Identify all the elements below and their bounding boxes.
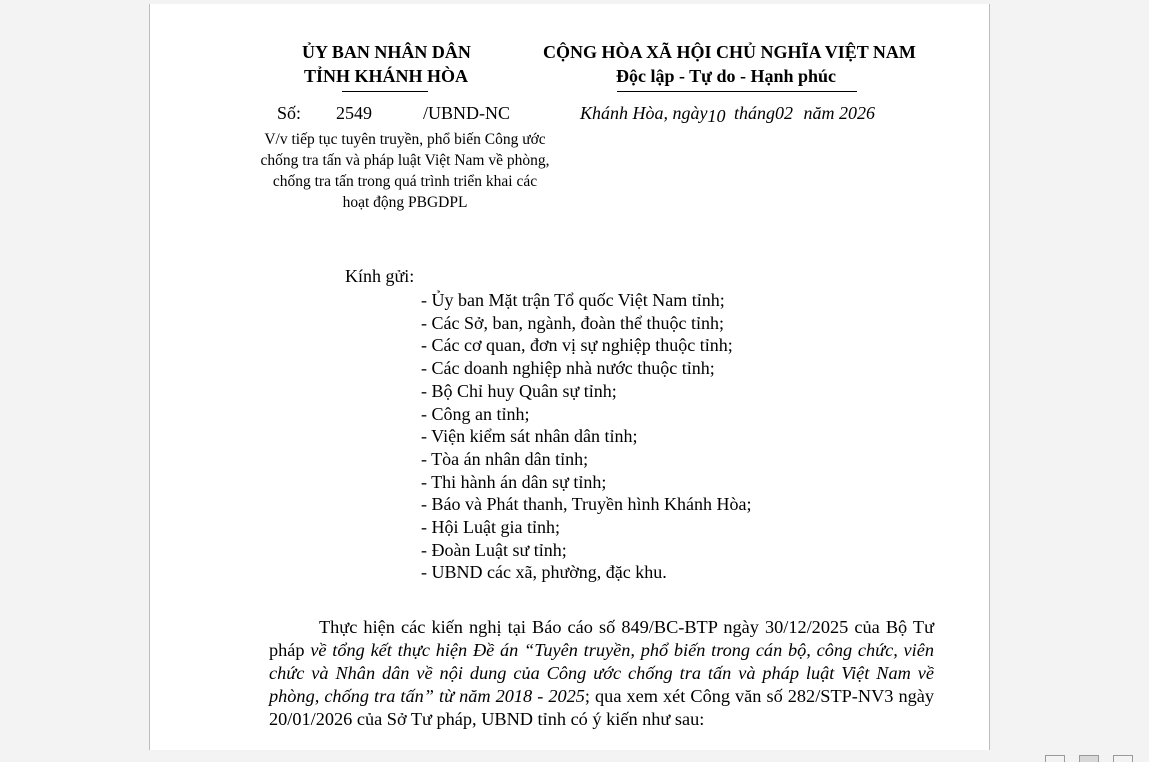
recipient-item: - Đoàn Luật sư tỉnh;: [421, 539, 567, 560]
nation-motto: Độc lập - Tự do - Hạnh phúc: [616, 66, 837, 86]
recipient-item: - Ủy ban Mặt trận Tổ quốc Việt Nam tỉnh;: [421, 290, 725, 310]
recipient-item: - Hội Luật gia tỉnh;: [421, 517, 560, 538]
recipients-label: Kính gửi:: [345, 266, 415, 286]
body-text-italic: về tổng kết thực hiện Đề án “Tuyên truyền, phổ biến trong cán bộ, công chức, viên chức và Nhân dân về nội dung của Công ước chống tra tấn và pháp luật Việt Nam về phòng, chống tra tấn” từ năm 2018 - 2025: [269, 640, 935, 706]
doc-number-suffix: /UBND-NC: [423, 103, 511, 123]
date-place: Khánh Hòa, ngày: [580, 103, 708, 123]
view-single-page-button[interactable]: [1045, 755, 1065, 762]
subject-summary: V/v tiếp tục tuyên truyền, phổ biến Công ước chống tra tấn và pháp luật Việt Nam về phòng, chống tra tấn trong quá trình triển khai các hoạt động PBGDPL: [260, 131, 550, 211]
nation-title: CỘNG HÒA XÃ HỘI CHỦ NGHĨA VIỆT NAM: [543, 42, 916, 62]
date-month-label: tháng: [734, 103, 776, 123]
recipient-item: - Báo và Phát thanh, Truyền hình Khánh Hòa;: [421, 494, 752, 515]
status-bar: [0, 750, 1149, 762]
date-year: năm 2026: [803, 103, 876, 123]
motto-underline: [617, 91, 857, 92]
date-month: 02: [775, 103, 794, 123]
recipient-item: - UBND các xã, phường, đặc khu.: [421, 562, 667, 583]
body-text-intro: Thực hiện các kiến nghị tại Báo cáo số 849/BC-BTP ngày 30/12/2025 của Bộ Tư pháp: [269, 617, 934, 660]
issue-date: [580, 103, 875, 124]
doc-number-prefix: Số:: [277, 103, 302, 123]
recipient-item: - Công an tỉnh;: [421, 403, 530, 424]
recipient-item: - Bộ Chỉ huy Quân sự tỉnh;: [421, 380, 617, 401]
org-name-line1: ỦY BAN NHÂN DÂN: [302, 42, 471, 62]
recipient-item: - Các Sở, ban, ngành, đoàn thể thuộc tỉnh;: [421, 312, 724, 333]
recipient-item: - Viện kiểm sát nhân dân tỉnh;: [421, 426, 638, 447]
org-underline: [342, 91, 428, 92]
org-name-line2: TỈNH KHÁNH HÒA: [304, 66, 469, 86]
recipient-item: - Các doanh nghiệp nhà nước thuộc tỉnh;: [421, 358, 715, 379]
body-paragraph: [269, 616, 934, 731]
date-day: 10: [707, 106, 726, 126]
recipient-item: - Tòa án nhân dân tỉnh;: [421, 448, 589, 469]
doc-number: 2549: [336, 103, 372, 123]
recipient-item: - Các cơ quan, đơn vị sự nghiệp thuộc tỉnh;: [421, 335, 733, 356]
view-continuous-button[interactable]: [1079, 755, 1099, 762]
document-page: [149, 4, 990, 750]
recipient-item: - Thi hành án dân sự tỉnh;: [421, 471, 607, 492]
view-two-page-button[interactable]: [1113, 755, 1133, 762]
recipients-list: [421, 289, 751, 584]
body-text-rest: ; qua xem xét Công văn số 282/STP-NV3 ngày 20/01/2026 của Sở Tư pháp, UBND tỉnh có ý kiến như sau:: [269, 686, 934, 729]
